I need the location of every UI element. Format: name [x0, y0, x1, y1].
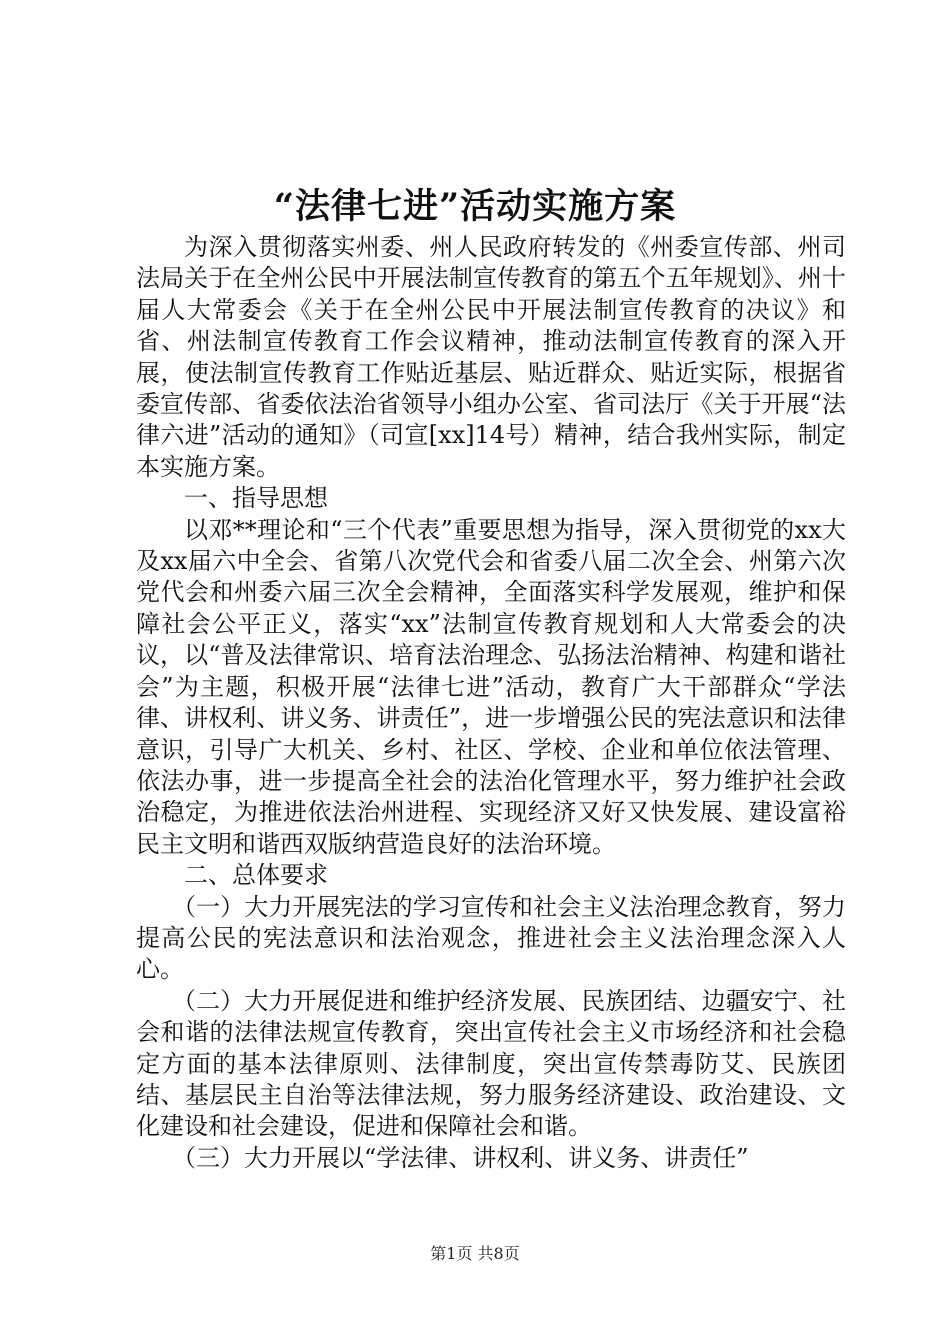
requirement-item-3: （三）大力开展以“学法律、讲权利、讲义务、讲责任”	[172, 1143, 749, 1172]
intro-paragraph: 为深入贯彻落实州委、州人民政府转发的《州委宣传部、州司法局关于在全州公民中开展法制宣传教育的第五个五年规划》、州十届人大常委会《关于在全州公民中开展法制宣传教育的决议》和省、州法制宣传教育工作会议精神，推动法制宣传教育的深入开展，使法制宣传教育工作贴近基层、贴近群众、贴近实际，根据省委宣传部、省委依法治省领导小组办公室、省司法厅《关于开展“法律六进”活动的通知》（司宣[xx]14号）精神，结合我州实际，制定本实施方案。	[136, 233, 846, 481]
requirement-item-1: （一）大力开展宪法的学习宣传和社会主义法治理念教育，努力提高公民的宪法意识和法治观念，推进社会主义法治理念深入人心。	[136, 892, 846, 984]
page-number-footer: 第1页 共8页	[430, 1244, 520, 1263]
section-heading-guiding-thought: 一、指导思想	[184, 484, 328, 513]
guiding-thought-paragraph: 以邓**理论和“三个代表”重要思想为指导，深入贯彻党的xx大及xx届六中全会、省第八次党代会和省委八届二次全会、州第六次党代会和州委六届三次全会精神，全面落实科学发展观，维护和保障社会公平正义，落实“xx”法制宣传教育规划和人大常委会的决议，以“普及法律常识、培育法治理念、弘扬法治精神、构建和谐社会”为主题，积极开展“法律七进”活动，教育广大干部群众“学法律、讲权利、讲义务、讲责任”，进一步增强公民的宪法意识和法律意识，引导广大机关、乡村、社区、学校、企业和单位依法管理、依法办事，进一步提高全社会的法治化管理水平，努力维护社会政治稳定，为推进依法治州进程、实现经济又好又快发展、建设富裕民主文明和谐西双版纳营造良好的法治环境。	[136, 515, 846, 858]
section-heading-general-requirements: 二、总体要求	[184, 861, 328, 890]
document-body	[136, 232, 846, 1174]
requirement-item-2: （二）大力开展促进和维护经济发展、民族团结、边疆安宁、社会和谐的法律法规宣传教育，突出宣传社会主义市场经济和社会稳定方面的基本法律原则、法律制度，突出宣传禁毒防艾、民族团结、基层民主自治等法律法规，努力服务经济建设、政治建设、文化建设和社会建设，促进和保障社会和谐。	[136, 986, 846, 1141]
document-title: “法律七进”活动实施方案	[273, 186, 677, 227]
